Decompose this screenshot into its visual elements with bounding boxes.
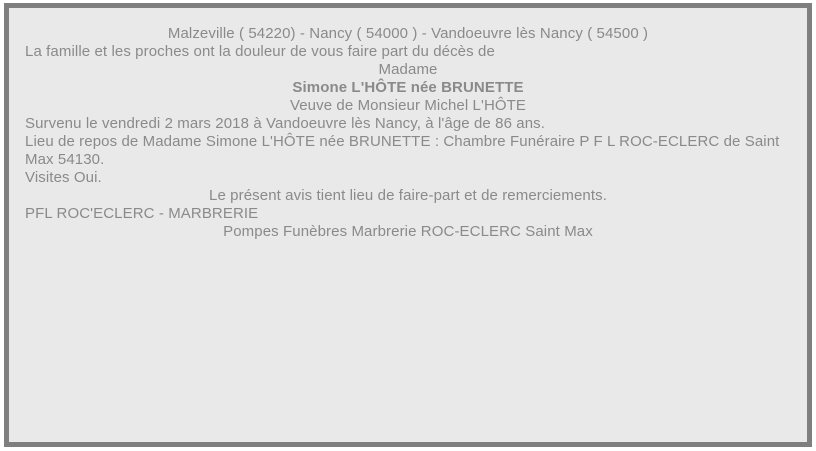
intro-line: La famille et les proches ont la douleur de vous faire part du décès de bbox=[25, 43, 495, 60]
notice-statement-line: Le présent avis tient lieu de faire-part et de remerciements. bbox=[209, 187, 607, 204]
cities-line: Malzeville ( 54220) - Nancy ( 54000 ) - Vandoeuvre lès Nancy ( 54500 ) bbox=[167, 25, 649, 42]
funeral-home-full-line: Pompes Funèbres Marbrerie ROC-ECLERC Saint Max bbox=[223, 223, 593, 240]
repose-location-line: Lieu de repos de Madame Simone L'HÔTE née BRUNETTE : Chambre Funéraire P F L ROC-ECLERC de Saint Max 54130. bbox=[25, 133, 780, 168]
funeral-home-short-line: PFL ROC'ECLERC - MARBRERIE bbox=[25, 205, 259, 222]
relation-line: Veuve de Monsieur Michel L'HÔTE bbox=[289, 97, 527, 114]
death-notice-panel bbox=[4, 3, 812, 447]
visits-line: Visites Oui. bbox=[25, 169, 102, 186]
death-details-line: Survenu le vendredi 2 mars 2018 à Vandoeuvre lès Nancy, à l'âge de 86 ans. bbox=[25, 115, 546, 132]
deceased-name-title: Simone L'HÔTE née BRUNETTE bbox=[292, 79, 524, 96]
civility-line: Madame bbox=[378, 61, 438, 78]
